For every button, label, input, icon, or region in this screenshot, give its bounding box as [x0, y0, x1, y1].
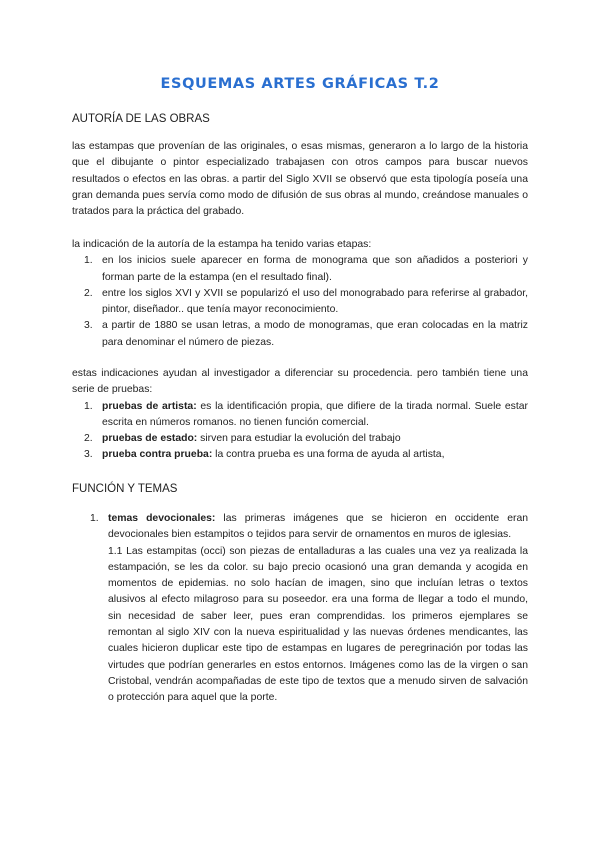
- term-label: pruebas de estado:: [102, 433, 198, 445]
- term-label: pruebas de artista:: [102, 400, 197, 412]
- term-description: es la identificación propia, que difiere de la tirada normal. Suele estar escrita en números romanos. no tienen función comercial.: [102, 400, 528, 428]
- list-text: [102, 431, 528, 447]
- page-title: ESQUEMAS ARTES GRÁFICAS T.2: [160, 76, 440, 92]
- subsection-paragraph: 1.1 Las estampitas (occi) son piezas de entalladuras a las cuales una vez ya realizada la estampación, se les da color. su bajo precio ocasionó una gran demanda y acogida en momentos de epidemias. no solo hacían de imagen, sino que incluían letras o textos alusivos al efecto milagroso para su poseedor. era una forma de llegar a todo el mundo, sin necesidad de saber leer, pues eran comprendidas. los primeros ejemplares se remontan al siglo XIV con la nueva espiritualidad y las nuevas órdenes mendicantes, las cuales hicieron duplicar este tipo de estampas en lugares de peregrinación por todas las virtudes que podrían generarles en estos entornos. Imágenes como las de la virgen o san Cristobal, vendrán acompañadas de este tipo de textos que a menudo sirven de salvación o protección para aquel que la porte.: [108, 545, 528, 704]
- term-description: la contra prueba es una forma de ayuda al artista,: [212, 449, 445, 461]
- themes-list: [72, 511, 528, 707]
- list-number: 3.: [84, 449, 93, 461]
- list-item: [72, 318, 528, 351]
- stages-block: [72, 237, 528, 351]
- term-label: prueba contra prueba:: [102, 449, 213, 461]
- list-number: 1.: [90, 513, 99, 524]
- stages-lead: la indicación de la autoría de la estampa ha tenido varias etapas:: [72, 239, 372, 250]
- list-number: 2.: [84, 433, 93, 445]
- intro-paragraph: las estampas que provenían de las originales, o esas mismas, generaron a lo largo de la historia que el dibujante o pintor especializado trabajasen con otros campos para buscar nuevos resultados o efectos en las obras. a partir del Siglo XVII se observó que esta tipología poseía una gran demanda pues servía como modo de difusión de sus obras al mundo, creándose manuales o tratados para la práctica del grabado.: [72, 141, 528, 218]
- proofs-lead: estas indicaciones ayudan al investigador a diferenciar su procedencia. pero también tiene una serie de pruebas:: [72, 368, 528, 396]
- list-text: [108, 511, 528, 707]
- list-text: [102, 447, 528, 463]
- term-label: temas devocionales:: [108, 513, 216, 524]
- section-heading-funcion: FUNCIÓN Y TEMAS: [72, 483, 178, 495]
- list-text: [102, 399, 528, 432]
- themes-block: [72, 511, 528, 707]
- list-text: en los inicios suele aparecer en forma de monograma que son añadidos a posteriori y forman parte de la estampa (en el resultado final).: [102, 255, 528, 283]
- term-description: las primeras imágenes que se hicieron en occidente eran devocionales bien estampitos o tejidos para servir de ornamentos en muros de iglesias.: [108, 513, 529, 541]
- list-item: [72, 447, 528, 463]
- list-text: entre los siglos XVI y XVII se popularizó el uso del monograbado para referirse al grabador, pintor, diseñador.. que tenía mayor reconocimiento.: [102, 287, 528, 316]
- list-item: [72, 286, 528, 319]
- term-description: sirven para estudiar la evolución del trabajo: [197, 433, 401, 445]
- list-text: a partir de 1880 se usan letras, a modo de monogramas, que eran colocadas en la matriz para denominar el número de piezas.: [102, 320, 528, 348]
- list-number: 1.: [84, 255, 93, 267]
- proofs-block: [72, 366, 528, 464]
- stages-list: [72, 253, 528, 351]
- proofs-list: [72, 399, 528, 464]
- section-heading-autoria: AUTORÍA DE LAS OBRAS: [72, 113, 210, 125]
- list-number: 3.: [84, 320, 93, 332]
- list-number: 1.: [84, 400, 93, 412]
- list-number: 2.: [84, 287, 93, 299]
- list-item: [72, 399, 528, 432]
- list-item: [72, 253, 528, 286]
- list-item: [72, 511, 528, 707]
- list-item: [72, 431, 528, 447]
